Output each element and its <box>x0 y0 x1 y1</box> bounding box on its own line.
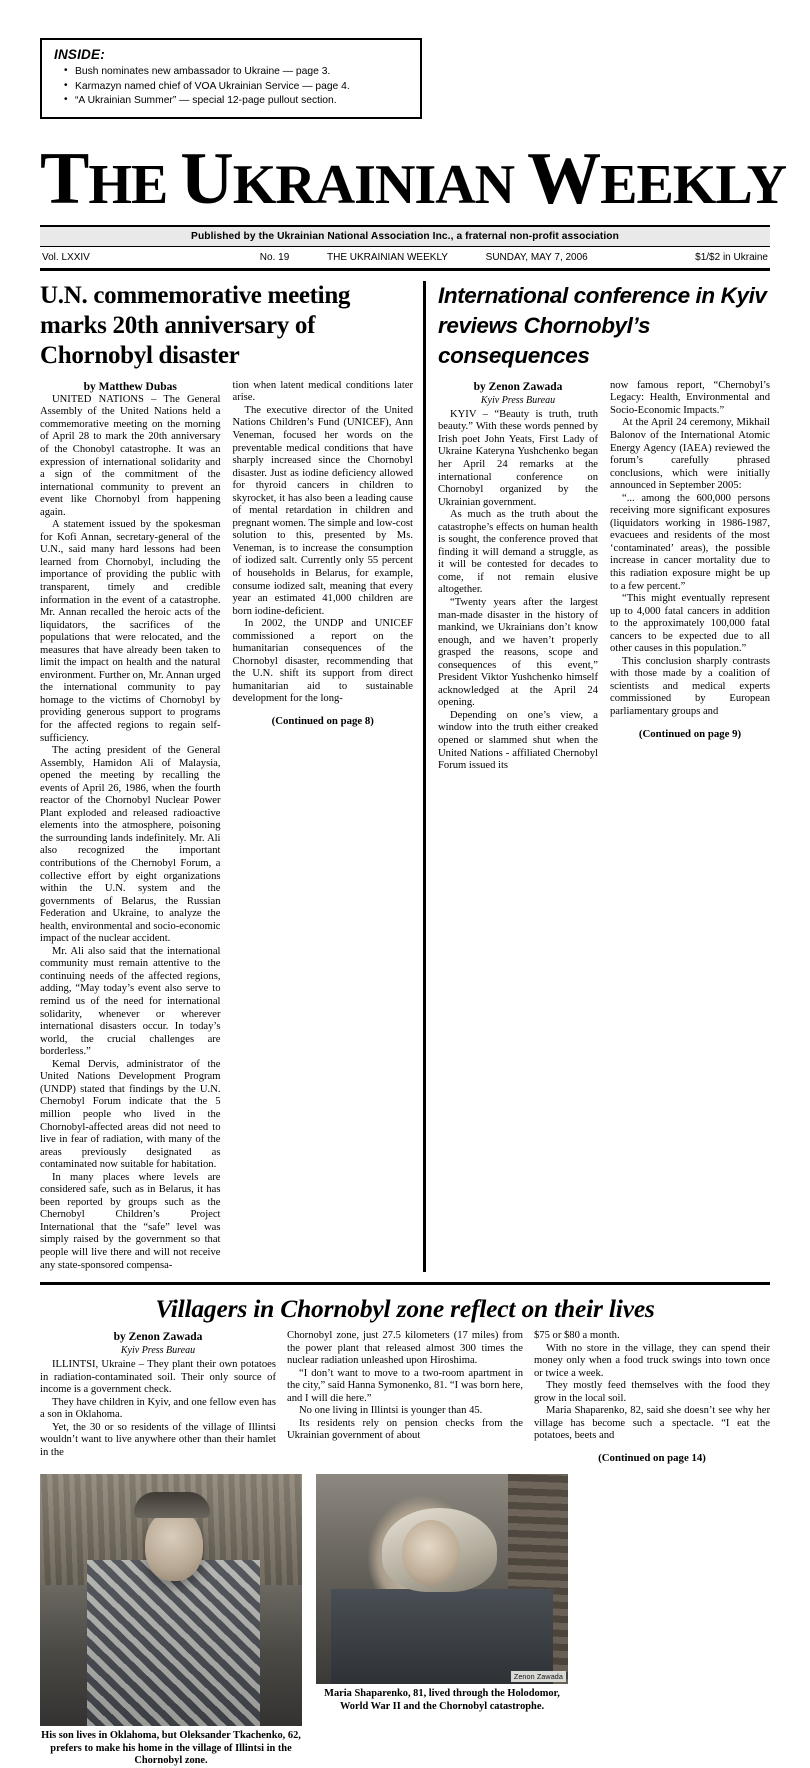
continued-link-villagers[interactable]: (Continued on page 14) <box>598 1451 706 1464</box>
inside-item-2[interactable]: • Karmazyn named chief of VOA Ukrainian Service — page 4. <box>64 80 410 95</box>
volume-number: Vol. LXXIV <box>42 251 90 263</box>
photo-subject-coat <box>331 1589 553 1684</box>
article-un-columns <box>40 380 413 1272</box>
paragraph: In 2002, the UNDP and UNICEF commissioned a report on the humanitarian consequences of the Chornobyl disaster, recommending that the U.N. shift its support from direct humanitarian aid to sustainable development for the long- <box>232 618 413 705</box>
photo-block-left <box>40 1474 302 1768</box>
paper-name: THE UKRAINIAN WEEKLY <box>326 251 448 263</box>
masthead-HE: HE <box>88 153 181 216</box>
article-kyiv-col1 <box>438 380 598 773</box>
inside-item-1[interactable]: • Bush nominates new ambassador to Ukraine — page 3. <box>64 65 410 80</box>
paragraph: tion when latent medical conditions later arise. <box>232 379 413 404</box>
paragraph: KYIV – “Beauty is truth, truth beauty.” With these words penned by Irish poet John Yeats, First Lady of Ukraine Kateryna Yushchenko began her April 24 remarks at the international conference on Chornobyl organized by the Ukrainian government. <box>438 408 598 508</box>
volume-bar <box>40 246 770 271</box>
issue-date: SUNDAY, MAY 7, 2006 <box>485 251 588 263</box>
byline-villagers: by Zenon Zawada <box>113 1331 203 1344</box>
inside-box <box>40 38 422 119</box>
article-villagers-col3 <box>534 1330 770 1464</box>
photo-row <box>40 1474 770 1768</box>
price: $1/$2 in Ukraine <box>695 251 768 263</box>
paragraph: They mostly feed themselves with the food they grow in the local soil. <box>534 1380 770 1404</box>
paragraph: $75 or $80 a month. <box>534 1330 620 1342</box>
article-villagers <box>40 1294 770 1768</box>
photo-subject-torso <box>87 1560 260 1726</box>
paragraph: At the April 24 ceremony, Mikhail Balonov of the International Atomic Energy Agency (IAEA) reviewed the forum’s carefully phrased conclusions, which were initially announced in September 2005: <box>610 417 770 492</box>
byline-sub-kyiv: Kyiv Press Bureau <box>480 394 556 406</box>
article-kyiv-conference <box>426 281 770 1272</box>
paragraph: They have children in Kyiv, and one fellow even has a son in Oklahoma. <box>40 1396 276 1421</box>
paragraph: No one living in Illintsi is younger than 45. <box>299 1405 483 1417</box>
masthead-U: U <box>180 137 233 220</box>
inside-box-title: INSIDE: <box>54 47 105 62</box>
article-un-commemorative <box>40 281 423 1272</box>
masthead-KRAINIAN: KRAINIAN <box>232 153 528 216</box>
article-kyiv-col2 <box>610 380 770 773</box>
paragraph: A statement issued by the spokesman for Kofi Annan, secretary-general of the U.N., said many hard lessons had been learned from Chornobyl, including the importance of providing the public with transparent, timely and credible information in the event of a catastrophe. Mr. Annan recalled the heroic acts of the liquidators, the sacrifices of the populations that were relocated, and the measures that have already been taken to limit the impact on health and the natural environment. Further on, Mr. Annan urged the international community to pay homage to the victims of Chornobyl by providing generous support to programs for the affected regions to regain self-sufficiency. <box>40 519 221 744</box>
headline-villagers[interactable]: Villagers in Chornobyl zone reflect on their lives <box>155 1294 655 1324</box>
paragraph: The executive director of the United Nations Children’s Fund (UNICEF), Ann Veneman, focused her words on the preventable medical conditions that have sharply increased since the Chornobyl disaster. Just as iodine deficiency allowed for thyroid cancers in children to skyrocket, it has also been a leading cause of mental retardation in children and pregnant women. The simple and low-cost solution to this, presented by Ms. Veneman, is to increase the consumption of iodized salt. Currently only 55 percent of households in Belarus, for example, consume iodized salt, meaning that every year an estimated 41,000 children are born iodine-deficient. <box>232 404 413 617</box>
masthead-title <box>40 137 787 223</box>
paragraph: Chornobyl zone, just 27.5 kilometers (17 miles) from the power plant that released almost 300 times the nuclear radiation unleashed upon Hiroshima. <box>287 1330 523 1367</box>
continued-link-un[interactable]: (Continued on page 8) <box>271 715 374 727</box>
paragraph: As much as the truth about the catastrophe’s effects on human health is sought, the conference proved that finding it will demand a struggle, as it will be contested for decades to come, if not remain elusive altogether. <box>438 509 598 596</box>
paragraph: Its residents rely on pension checks from the Ukrainian government of about <box>287 1417 523 1442</box>
photo-credit: Zenon Zawada <box>511 1671 566 1682</box>
paragraph: UNITED NATIONS – The General Assembly of the United Nations held a commemorative meeting on the morning of April 28 to mark the 20th anniversary of the Chonobyl catastrophe. It was an expression of international solidarity and a sign of the commitment of the international community to prevent an event like Chornobyl from happening again. <box>40 393 221 518</box>
paragraph: Kemal Dervis, administrator of the United Nations Development Program (UNDP) stated that findings by the U.N. Chernobyl Forum indicate that the 5 million people who lived in the Chornobyl-affected areas did not need to live in fear of radiation, with many of the areas previously designated as contaminated now suitable for habitation. <box>40 1058 221 1171</box>
paragraph: With no store in the village, they can spend their money only when a food truck swings into town once or twice a week. <box>534 1342 770 1379</box>
byline-kyiv: by Zenon Zawada <box>473 380 563 393</box>
paragraph: This conclusion sharply contrasts with those made by a coalition of scientists and medical experts commissioned by European parliamentary groups and <box>610 655 770 717</box>
publisher-line: Published by the Ukrainian National Association Inc., a fraternal non-profit association <box>40 225 770 246</box>
paragraph: now famous report, “Chernobyl’s Legacy: Health, Environmental and Socio-Economic Impacts.” <box>610 379 770 416</box>
paragraph: The acting president of the General Assembly, Hamidon Ali of Malaysia, opened the meeting by recalling the events of April 26, 1986, when the fourth reactor of the Chornobyl Nuclear Power Plant exploded and released radioactive elements into the atmosphere, poisoning the surrounding lands indefinitely. Mr. Ali also recognized the important contributions of the Chernobyl Forum, a collective effort by eight organizations within the U.N. system and the governments of Belarus, the Russian Federation and Ukraine, to analyze the health, environmental and socio-economic impact of the nuclear accident. <box>40 745 221 945</box>
photo-elderly-woman <box>316 1474 568 1684</box>
masthead-W: W <box>527 137 601 220</box>
paragraph: Depending on one’s view, a window into the truth either creaked opened or slammed shut when the United Nations - affiliated Chernobyl Forum issued its <box>438 709 598 772</box>
photo-caption-right: Maria Shaparenko, 81, lived through the Holodomor, World War II and the Chornobyl catastrophe. <box>324 1687 560 1712</box>
photo-man-in-cap <box>40 1474 302 1726</box>
article-villagers-col1 <box>40 1330 276 1464</box>
photo-caption-left: His son lives in Oklahoma, but Oleksander Tkachenko, 62, prefers to make his home in the village of Illintsi in the Chornobyl zone. <box>41 1729 301 1767</box>
top-articles-area <box>40 281 770 1272</box>
photo-subject-face <box>402 1520 460 1586</box>
headline-kyiv[interactable]: International conference in Kyiv reviews Chornobyl’s consequences <box>438 282 767 368</box>
article-un-col2 <box>233 380 414 1272</box>
masthead-T: T <box>40 137 89 220</box>
horizontal-rule <box>40 1282 770 1285</box>
byline-sub-villagers: Kyiv Press Bureau <box>120 1345 196 1357</box>
paragraph: Yet, the 30 or so residents of the village of Illintsi wouldn’t want to live anywhere other than their hamlet in the <box>40 1421 276 1458</box>
article-villagers-col2 <box>287 1330 523 1464</box>
paragraph: In many places where levels are considered safe, such as in Belarus, it has been reported by groups such as the Chernobyl Children’s Project International that the “safe” level was simply raised by the government so that people will live there and will not receive any state-sponsored compensa- <box>40 1171 221 1271</box>
continued-link-kyiv[interactable]: (Continued on page 9) <box>638 727 742 740</box>
photo-subject-face <box>145 1509 203 1581</box>
issue-number: No. 19 <box>259 251 290 263</box>
paragraph: “... among the 600,000 persons receiving more significant exposures (liquidators working in 1986-1987, evacuees and residents of the most ‘contaminated’ areas), the possible increase in cancer mortality due to this radiation exposure might be up to a few percent.” <box>610 492 770 592</box>
paragraph: “Twenty years after the largest man-made disaster in the history of mankind, we Ukrainians don’t know enough, and we haven’t properly grasped the reasons, scope and consequences of this event,” President Viktor Yushchenko himself acknowledged at the April 24 opening. <box>438 596 598 709</box>
article-un-col1 <box>40 380 221 1272</box>
article-kyiv-columns <box>438 380 770 773</box>
article-villagers-columns <box>40 1330 770 1464</box>
photo-subject-cap <box>134 1492 210 1518</box>
paragraph: Maria Shaparenko, 82, said she doesn’t see why her village has become such a spectacle. “I eat the potatoes, beets and <box>534 1405 770 1442</box>
paragraph: ILLINTSI, Ukraine – They plant their own potatoes in radiation-contaminated soil. Their only source of income is a government check. <box>40 1359 276 1396</box>
issue-info <box>260 252 594 263</box>
paragraph: “This might eventually represent up to 4,000 fatal cancers in addition to the approximately 100,000 fatal cancers to be expected due to all other causes in this population.” <box>610 593 770 655</box>
paragraph: “I don’t want to move to a two-room apartment in the city,” said Hanna Symonenko, 81. “I was born here, and I will die here.” <box>287 1367 523 1404</box>
masthead-EEKLY: EEKLY <box>600 153 787 216</box>
byline-un: by Matthew Dubas <box>83 380 177 393</box>
inside-item-3[interactable]: • “A Ukrainian Summer” — special 12-page pullout section. <box>64 94 410 109</box>
inside-box-list <box>54 65 410 109</box>
photo-block-right <box>316 1474 568 1768</box>
paragraph: Mr. Ali also said that the international community must remain attentive to the continuing needs of the affected regions, adding, “May today’s event also serve to remind us of the need for international solidarity, whenever or wherever international disasters occur. In today’s world, the crucial challenges are borderless.” <box>40 945 221 1058</box>
headline-un[interactable]: U.N. commemorative meeting marks 20th anniversary of Chornobyl disaster <box>40 281 351 369</box>
